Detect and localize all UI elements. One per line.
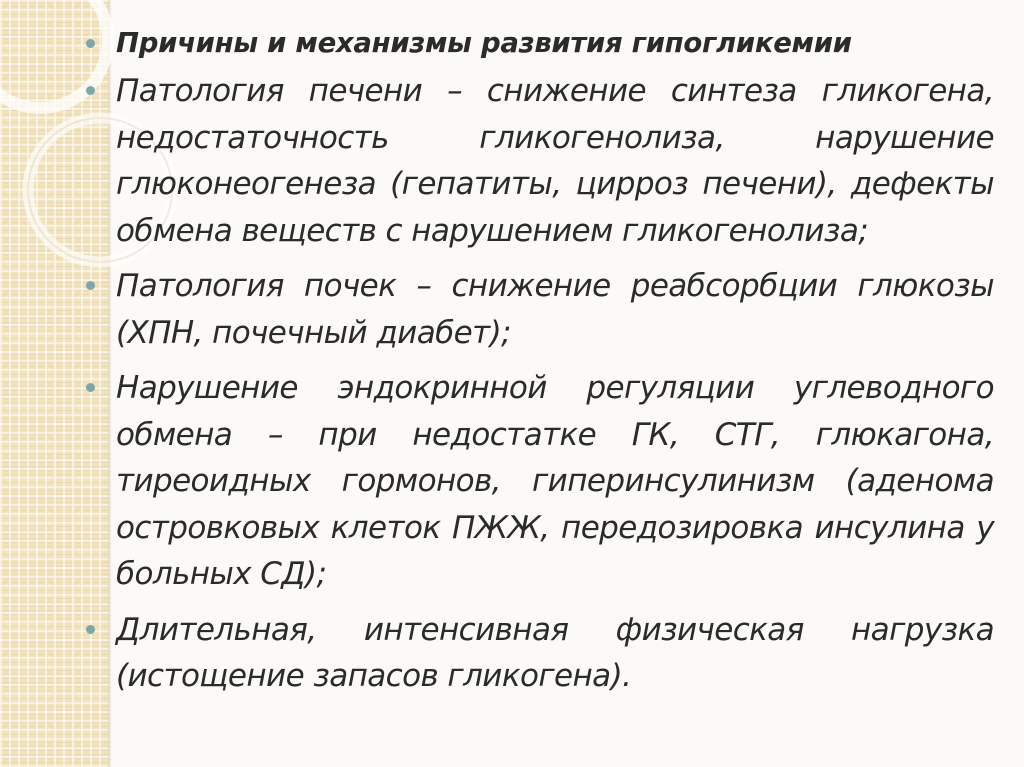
bullet-icon bbox=[86, 86, 95, 95]
list-item-kidneys bbox=[86, 263, 994, 356]
bullet-icon bbox=[86, 383, 95, 392]
bullet-icon bbox=[86, 281, 95, 290]
list-item-text: Патология печени – снижение синтеза гликогена, недостаточность гликогенолиза, нарушение глюконеогенеза (гепатиты, цирроз печени), дефекты обмена веществ с нарушением гликогенолиза; bbox=[116, 73, 994, 249]
slide-content bbox=[86, 20, 994, 709]
slide-title-text: Причины и механизмы развития гипогликемии bbox=[116, 27, 852, 59]
list-item-endocrine bbox=[86, 365, 994, 598]
bullet-icon bbox=[86, 625, 95, 634]
list-item-text: Нарушение эндокринной регуляции углеводного обмена – при недостатке ГК, СТГ, глюкагона, тиреоидных гормонов, гиперинсулинизм (аденома островковых клеток ПЖЖ, передозировка инсулина у больных СД); bbox=[116, 370, 994, 592]
bullet-icon bbox=[86, 39, 95, 48]
list-item-text: Длительная, интенсивная физическая нагрузка (истощение запасов гликогена). bbox=[116, 611, 994, 694]
list-item-text: Патология почек – снижение реабсорбции глюкозы (ХПН, почечный диабет); bbox=[116, 268, 994, 351]
slide-title bbox=[86, 20, 994, 66]
list-item-physical-load bbox=[86, 607, 994, 700]
list-item-liver bbox=[86, 68, 994, 254]
